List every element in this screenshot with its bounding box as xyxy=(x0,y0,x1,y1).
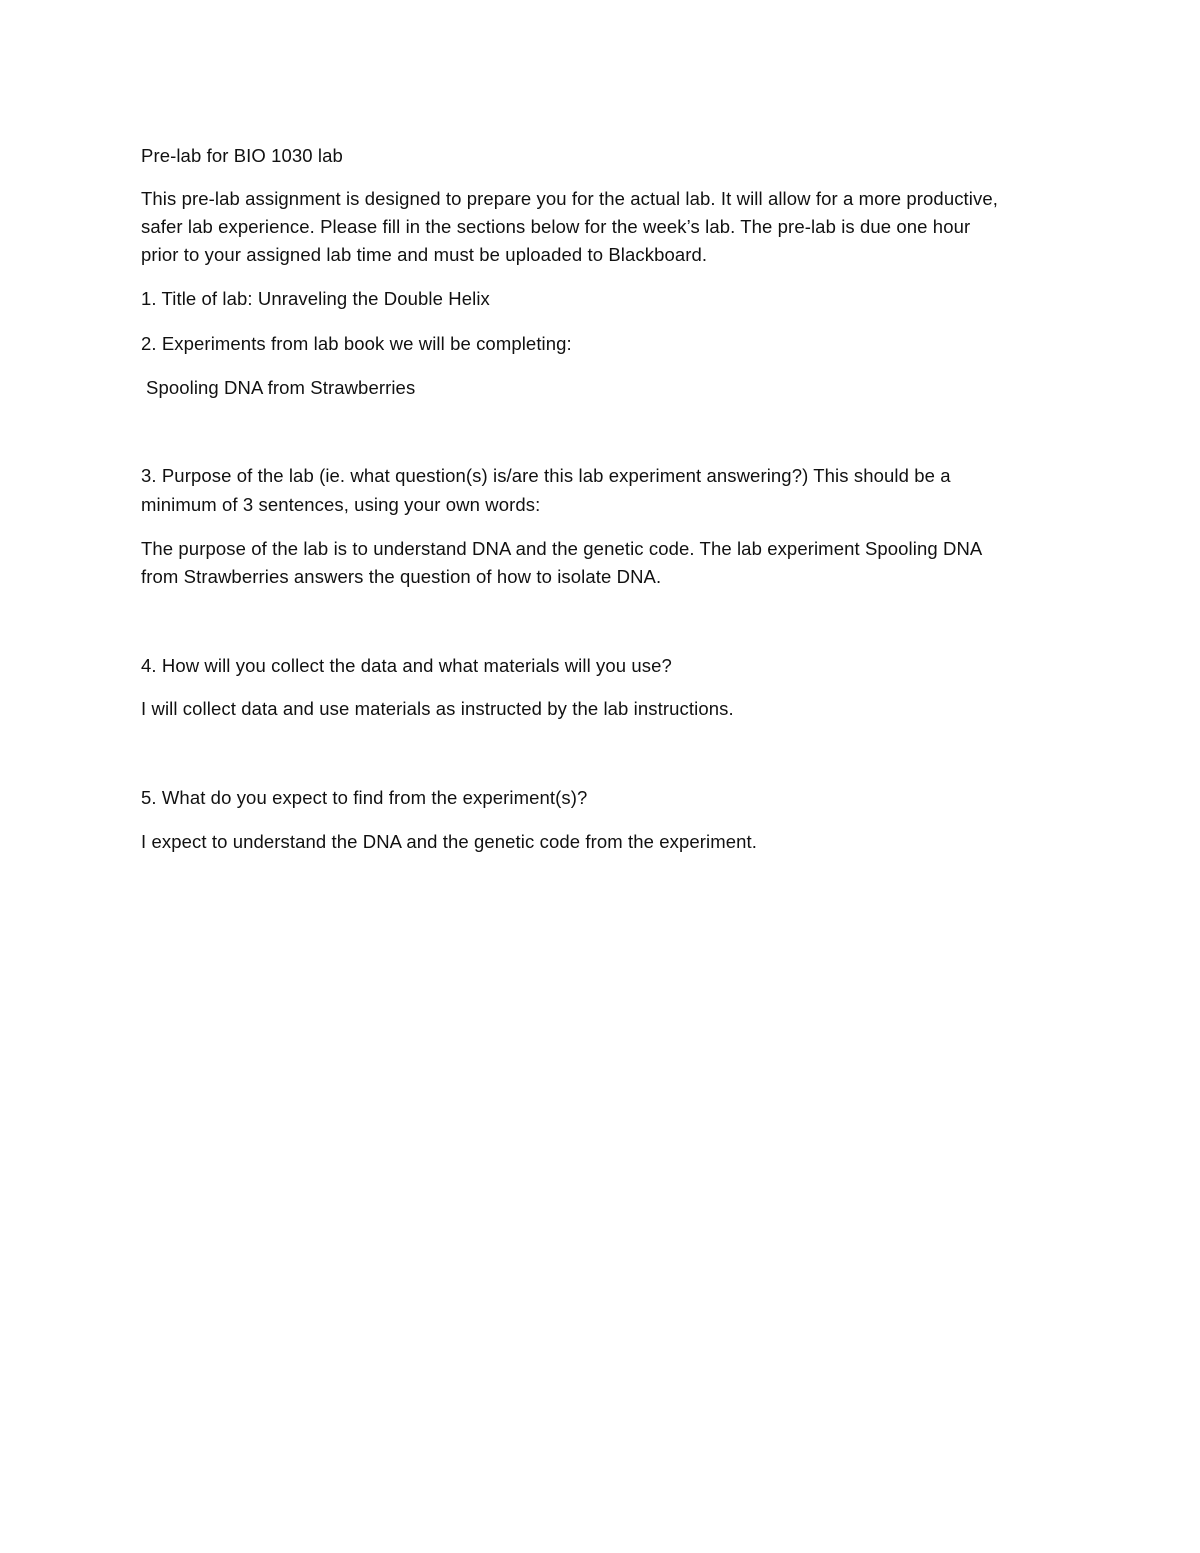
question-5: 5. What do you expect to find from the experiment(s)? xyxy=(141,787,588,808)
question-3-line-2: minimum of 3 sentences, using your own words: xyxy=(141,494,541,515)
intro-line-3: prior to your assigned lab time and must be uploaded to Blackboard. xyxy=(141,244,708,265)
question-3-line-1: 3. Purpose of the lab (ie. what question(s) is/are this lab experiment answering?) This should be a xyxy=(141,465,951,486)
answer-3-line-1: The purpose of the lab is to understand DNA and the genetic code. The lab experiment Spooling DNA xyxy=(141,538,983,559)
answer-5: I expect to understand the DNA and the genetic code from the experiment. xyxy=(141,831,758,852)
question-1: 1. Title of lab: Unraveling the Double Helix xyxy=(141,288,490,309)
intro-line-2: safer lab experience. Please fill in the sections below for the week’s lab. The pre-lab is due one hour xyxy=(141,216,971,237)
question-2: 2. Experiments from lab book we will be completing: xyxy=(141,333,572,354)
answer-2: Spooling DNA from Strawberries xyxy=(146,377,416,398)
document-heading: Pre-lab for BIO 1030 lab xyxy=(141,145,343,166)
answer-3-line-2: from Strawberries answers the question of how to isolate DNA. xyxy=(141,566,662,587)
answer-4: I will collect data and use materials as instructed by the lab instructions. xyxy=(141,698,734,719)
question-4: 4. How will you collect the data and what materials will you use? xyxy=(141,655,672,676)
intro-line-1: This pre-lab assignment is designed to prepare you for the actual lab. It will allow for a more productive, xyxy=(141,188,998,209)
